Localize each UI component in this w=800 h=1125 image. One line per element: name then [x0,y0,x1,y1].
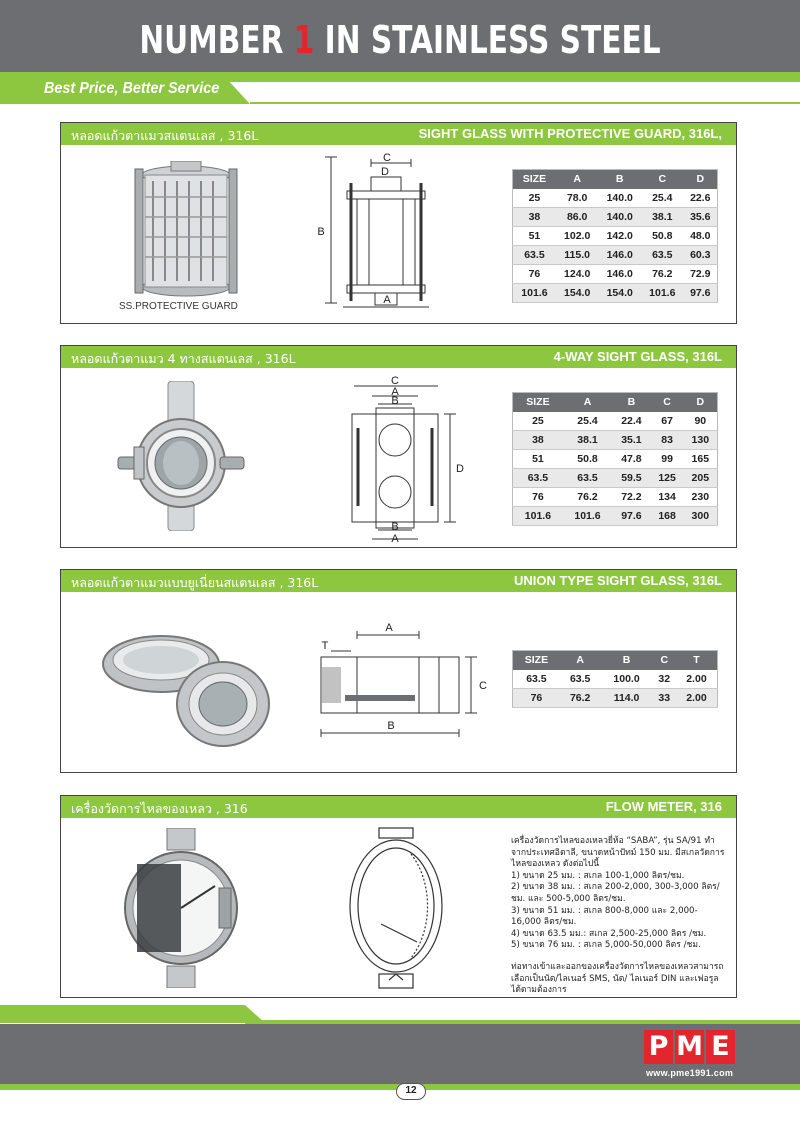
dim-label-a: A [391,533,399,544]
section-title-thai: หลอดแก้วตาแมว 4 ทางสแตนเลส , 316L [71,351,296,366]
section-flow-meter [60,795,737,998]
section-header [61,123,736,145]
table-cell: 83 [651,431,684,450]
table-cell: 168 [651,507,684,526]
table-cell: 140.0 [598,189,641,208]
section-title-english: FLOW METER, 316 [605,799,722,814]
table-cell: 124.0 [556,265,599,284]
spec-table [512,392,718,526]
pme-logo [644,1030,735,1064]
table-cell: 76 [513,689,560,708]
logo-letter: E [706,1030,735,1064]
table-cell: 125 [651,469,684,488]
section-title-thai: เครื่องวัดการไหลของเหลว , 316 [71,801,248,816]
table-cell: 22.6 [684,189,718,208]
table-cell: 38.1 [563,431,612,450]
table-cell: 51 [513,227,556,246]
table-cell: 25 [513,412,563,431]
table-row [513,284,718,303]
section-title-english: SIGHT GLASS WITH PROTECTIVE GUARD, 316L, [418,126,722,141]
column-header: D [684,170,718,189]
flow-meter-note: ท่อทางเข้าและออกของเครื่องวัดการไหลของเหลวสามารถเลือกเป็นนัต/ไลเนอร์ SMS, นัต/ ไลเนอร์ DIN และเฟอรูลได้ตามต้องการ [511,961,724,996]
dim-label-b: B [387,720,395,732]
table-cell: 67 [651,412,684,431]
logo-letter: M [676,1031,703,1062]
column-header: A [556,170,599,189]
table-cell: 2.00 [676,689,718,708]
table-row [513,689,718,708]
list-item: 3) ขนาด 51 มม. : สเกล 800-8,000 และ 2,000-16,000 ลิตร/ชม. [511,905,698,928]
table-cell: 97.6 [684,284,718,303]
table-cell: 22.4 [612,412,650,431]
section-title-thai: หลอดแก้วตาแมวแบบยูเนี่ยนสแตนเลส , 316L [71,575,319,590]
table-cell: 99 [651,450,684,469]
table-cell: 165 [684,450,718,469]
table-cell: 78.0 [556,189,599,208]
table-cell: 50.8 [563,450,612,469]
table-row [513,450,718,469]
table-row [513,431,718,450]
table-row [513,469,718,488]
table-cell: 101.6 [513,507,563,526]
column-header: B [600,651,652,670]
section-union-sight-glass [60,569,737,773]
table-cell: 146.0 [598,246,641,265]
slogan-rule [250,102,800,104]
dim-label-b: B [391,395,399,407]
dim-label-c: C [479,680,487,692]
column-header: SIZE [513,170,556,189]
table-cell: 51 [513,450,563,469]
section-sight-glass-guard [60,122,737,324]
table-cell: 130 [684,431,718,450]
table-cell: 63.5 [513,670,560,689]
4-way-sight-glass-drawing [346,374,466,544]
flow-meter-description [511,836,726,997]
table-row [513,507,718,526]
table-cell: 25 [513,189,556,208]
table-cell: 72.9 [684,265,718,284]
table-cell: 101.6 [563,507,612,526]
dim-label-a: A [385,622,393,634]
table-cell: 50.8 [641,227,684,246]
sight-glass-guard-photo [131,161,241,301]
sight-glass-guard-drawing [311,153,441,313]
table-cell: 90 [684,412,718,431]
table-cell: 35.1 [612,431,650,450]
list-item: 1) ขนาด 25 มม. : สเกล 100-1,000 ลิตร/ชม. [511,870,685,881]
section-header [61,570,736,592]
dim-label-d: D [456,463,464,475]
section-title-english: 4-WAY SIGHT GLASS, 316L [553,349,722,364]
column-header: A [560,651,601,670]
table-cell: 63.5 [641,246,684,265]
table-cell: 32 [653,670,676,689]
table-cell: 59.5 [612,469,650,488]
table-row [513,246,718,265]
table-row [513,670,718,689]
table-cell: 76 [513,265,556,284]
column-header: D [684,393,718,412]
dim-label-c: C [391,375,399,387]
table-cell: 114.0 [600,689,652,708]
table-cell: 63.5 [560,670,601,689]
list-item: 5) ขนาด 76 มม. : สเกล 5,000-50,000 ลิตร /ชม. [511,940,701,951]
4-way-sight-glass-photo [116,381,246,531]
table-cell: 300 [684,507,718,526]
table-cell: 76.2 [641,265,684,284]
slogan: Best Price, Better Service [44,80,220,97]
column-header: A [563,393,612,412]
table-cell: 76.2 [563,488,612,507]
table-cell: 154.0 [598,284,641,303]
column-header: C [651,393,684,412]
table-cell: 142.0 [598,227,641,246]
table-cell: 140.0 [598,208,641,227]
table-cell: 25.4 [563,412,612,431]
table-row [513,265,718,284]
table-cell: 38.1 [641,208,684,227]
table-cell: 154.0 [556,284,599,303]
table-cell: 47.8 [612,450,650,469]
table-row [513,227,718,246]
table-cell: 33 [653,689,676,708]
flow-meter-photo [123,828,243,988]
table-cell: 63.5 [513,469,563,488]
photo-caption: SS.PROTECTIVE GUARD [119,301,238,312]
column-header: T [676,651,718,670]
section-title-english: UNION TYPE SIGHT GLASS, 316L [513,573,722,588]
table-cell: 115.0 [556,246,599,265]
website-url: www.pme1991.com [646,1068,734,1078]
table-header-row [513,170,718,189]
table-cell: 72.2 [612,488,650,507]
dim-label-d: D [381,166,389,178]
table-cell: 134 [651,488,684,507]
column-header: C [653,651,676,670]
table-header-row [513,393,718,412]
table-cell: 60.3 [684,246,718,265]
dim-label-c: C [383,153,391,164]
table-cell: 100.0 [600,670,652,689]
spec-table [512,650,718,708]
table-cell: 48.0 [684,227,718,246]
dim-label-b: B [391,521,399,533]
column-header: B [598,170,641,189]
table-cell: 97.6 [612,507,650,526]
section-header [61,796,736,818]
table-row [513,488,718,507]
table-cell: 102.0 [556,227,599,246]
column-header: SIZE [513,393,563,412]
column-header: B [612,393,650,412]
table-cell: 205 [684,469,718,488]
union-sight-glass-photo [101,622,276,752]
dim-label-a: A [391,386,399,398]
flow-meter-intro: เครื่องวัดการไหลของเหลวยี่ห้อ “SABA”, รุ่น SA/91 ทำจากประเทศอิตาลี, ขนาดหน้าปัทม์ 150 มม. มีสเกลวัดการไหลของเหลว ดังต่อไปนี้ [511,836,725,870]
section-title-thai: หลอดแก้วตาแมวสแตนเลส , 316L [71,128,259,143]
table-cell: 38 [513,431,563,450]
flow-meter-drawing [341,824,451,994]
list-item: 4) ขนาด 63.5 มม.: สเกล 2,500-25,000 ลิตร /ชม. [511,928,707,939]
table-cell: 86.0 [556,208,599,227]
spec-table [512,169,718,303]
column-header: SIZE [513,651,560,670]
table-cell: 2.00 [676,670,718,689]
list-item: 2) ขนาด 38 มม. : สเกล 200-2,000, 300-3,000 ลิตร/ชม. และ 500-5,000 ลิตร/ชม. [511,882,720,904]
logo-letter: P [644,1030,673,1064]
table-cell: 63.5 [513,246,556,265]
table-cell: 76.2 [560,689,601,708]
dim-label-a: A [383,294,391,306]
table-cell: 25.4 [641,189,684,208]
table-cell: 35.6 [684,208,718,227]
page-headline: NUMBER 1 IN STAINLESS STEEL [139,18,661,62]
table-header-row [513,651,718,670]
dim-label-t: T [321,640,329,652]
column-header: C [641,170,684,189]
table-cell: 63.5 [563,469,612,488]
table-cell: 146.0 [598,265,641,284]
union-sight-glass-drawing [301,605,491,775]
table-cell: 230 [684,488,718,507]
section-4-way-sight-glass [60,345,737,548]
table-cell: 76 [513,488,563,507]
table-row [513,412,718,431]
page-number: 12 [396,1083,426,1100]
dim-label-b: B [317,226,325,238]
table-cell: 101.6 [513,284,556,303]
table-row [513,189,718,208]
table-cell: 101.6 [641,284,684,303]
table-cell: 38 [513,208,556,227]
section-header [61,346,736,368]
table-row [513,208,718,227]
